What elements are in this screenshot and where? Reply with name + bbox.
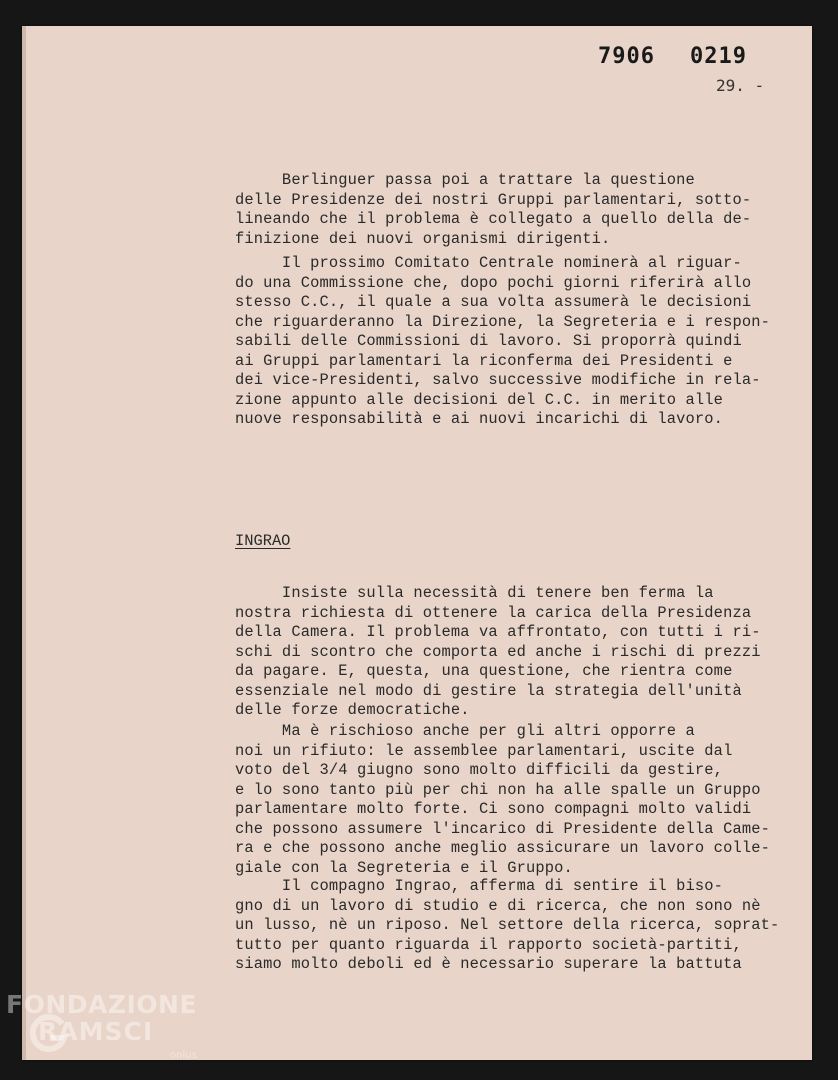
watermark-onlus: onlus: [170, 1050, 197, 1061]
watermark-gramsci: RAMSCI: [38, 1017, 154, 1046]
paragraph-berlinguer-1: Berlinguer passa poi a trattare la questione delle Presidenze dei nostri Gruppi parlamentari, sotto- lineando che il problema è collegato a quello della de- finizione dei nuovi organismi dirigenti.: [235, 171, 752, 248]
page-edge: [22, 26, 26, 1060]
page-number: 29. -: [716, 76, 765, 95]
archive-code-1: 7906: [598, 44, 655, 69]
archive-code-2: 0219: [690, 44, 747, 69]
watermark-fondazione: FONDAZIONE: [6, 990, 198, 1019]
paragraph-ingrao-3: Il compagno Ingrao, afferma di sentire il biso- gno di un lavoro di studio e di ricerca, che non sono nè un lusso, nè un riposo. Nel settore della ricerca, soprat- tutto per quanto riguarda il rapporto società-partiti, siamo molto deboli ed è necessario superare la battuta: [235, 877, 780, 973]
paragraph-ingrao-2: Ma è rischioso anche per gli altri opporre a noi un rifiuto: le assemblee parlamentari, uscite dal voto del 3/4 giugno sono molto difficili da gestire, e lo sono tanto più per chi non ha alle spalle un Gruppo parlamentare molto forte. Ci sono compagni molto validi che possono assumere l'incarico di Presidente della Came- ra e che possono anche meglio assicurare un lavoro colle- giale con la Segreteria e il Gruppo.: [235, 722, 770, 877]
paragraph-berlinguer-2: Il prossimo Comitato Centrale nominerà al riguar- do una Commissione che, dopo pochi giorni riferirà allo stesso C.C., il quale a sua volta assumerà le decisioni che riguarderanno la Direzione, la Segreteria e i respon- sabili delle Commissioni di lavoro. Si proporrà quindi ai Gruppi parlamentari la riconferma dei Presidenti e dei vice-Presidenti, salvo successive modifiche in rela- zione appunto alle decisioni del C.C. in merito alle nuove responsabilità e ai nuovi incarichi di lavoro.: [235, 254, 770, 428]
section-heading-ingrao: INGRAO: [235, 532, 291, 550]
paragraph-ingrao-1: Insiste sulla necessità di tenere ben ferma la nostra richiesta di ottenere la carica della Presidenza della Camera. Il problema va affrontato, con tutti i ri- schi di scontro che comporta ed anche i rischi di prezzi da pagare. E, questa, una questione, che rientra come essenziale nel modo di gestire la strategia dell'unità delle forze democratiche.: [235, 584, 761, 719]
